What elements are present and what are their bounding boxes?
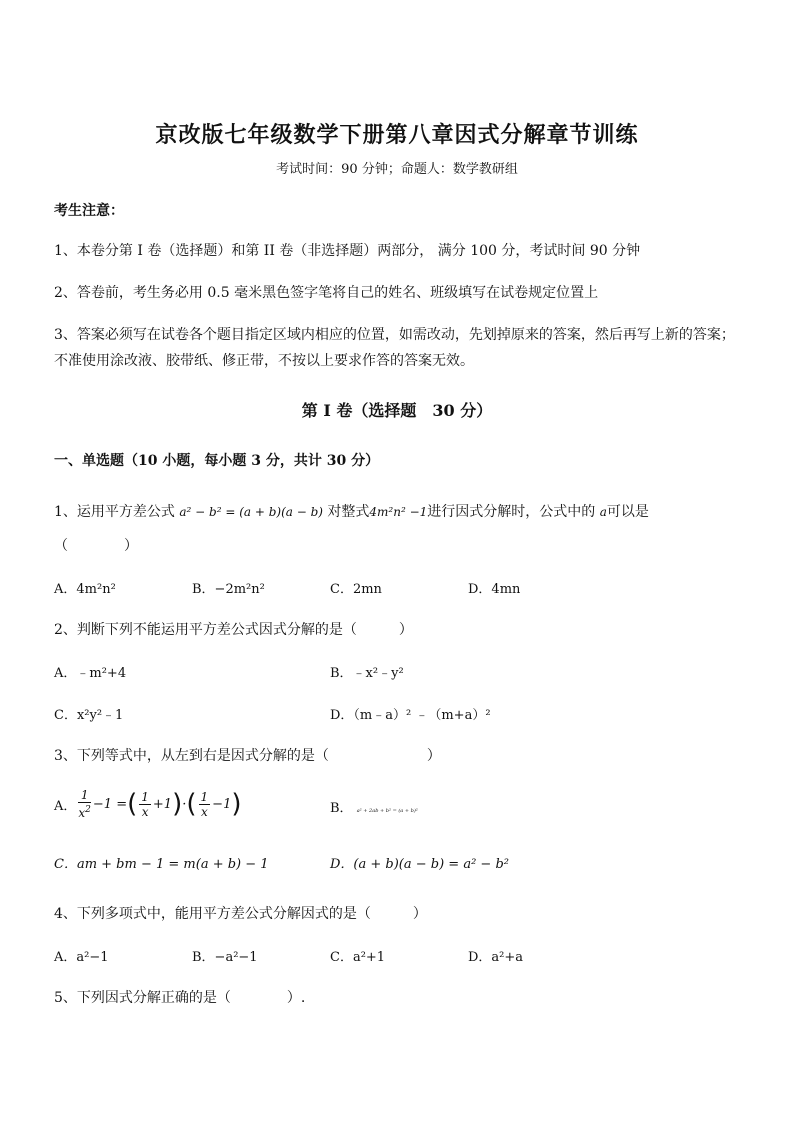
notice-item-1: 1、本卷分第 I 卷（选择题）和第 II 卷（非选择题）两部分， 满分 100 分，考试时间 90 分钟 xyxy=(54,243,641,259)
q4-option-c[interactable]: C．a²+1 xyxy=(330,950,386,965)
q3-option-d[interactable]: D．(a + b)(a − b) = a² − b² xyxy=(330,857,509,872)
q3-option-a[interactable]: A． $\frac{1}{x^2}$ −1 = ( $\frac{1}{x}$ +1 ) · ( $\frac{1}{x}$ −1 ) xyxy=(54,788,242,820)
q2-option-b[interactable]: B．﹣x²﹣y² xyxy=(330,666,404,681)
q1-option-d[interactable]: D．4mn xyxy=(468,582,521,597)
q3-option-b-expr: a² + 2ab + b² = (a + b)² xyxy=(356,808,418,814)
q3-option-a-label: A． xyxy=(54,798,77,814)
q1-option-b[interactable]: B．−2m²n² xyxy=(192,582,265,597)
notice-item-2: 2、答卷前，考生务必用 0.5 毫米黑色签字笔将自己的姓名、班级填写在试卷规定位置上 xyxy=(54,285,599,301)
q4-option-d[interactable]: D．a²+a xyxy=(468,950,524,965)
q3-a-frac-1: $\frac{1}{x^2}$ xyxy=(78,788,91,820)
q1-var: a xyxy=(599,505,607,519)
question-4-stem: 4、下列多项式中，能用平方差公式分解因式的是（ ） xyxy=(54,906,427,922)
q1-end: 可以是 xyxy=(606,504,649,520)
q4-option-a[interactable]: A．a²−1 xyxy=(54,950,109,965)
question-1-stem xyxy=(54,501,649,521)
part-title: 一、单选题（10 小题，每小题 3 分，共计 30 分） xyxy=(54,453,380,469)
question-2-stem: 2、判断下列不能运用平方差公式因式分解的是（ ） xyxy=(54,622,413,638)
q1-option-c[interactable]: C．2mn xyxy=(330,582,382,597)
q3-option-b-label: B． xyxy=(330,801,353,816)
q2-option-d[interactable]: D．（m﹣a）² ﹣（m+a）² xyxy=(330,708,491,723)
q1-expr: 4m²n² −1 xyxy=(369,505,428,519)
page-title: 京改版七年级数学下册第八章因式分解章节训练 xyxy=(155,122,639,148)
q1-answer-paren: （ ） xyxy=(54,538,138,554)
q1-prefix: 1、运用平方差公式 xyxy=(54,504,175,520)
q2-option-c[interactable]: C．x²y²﹣1 xyxy=(54,708,124,723)
q1-formula: a² − b² = (a + b)(a − b) xyxy=(179,505,323,519)
q4-option-b[interactable]: B．−a²−1 xyxy=(192,950,258,965)
q3-option-c[interactable]: C．am + bm − 1 = m(a + b) − 1 xyxy=(54,857,269,872)
q1-mid: 对整式 xyxy=(327,504,370,520)
notice-item-3: 3、答案必须写在试卷各个题目指定区域内相应的位置，如需改动，先划掉原来的答案，然后再写上新的答案；不准使用涂改液、胶带纸、修正带，不按以上要求作答的答案无效。 xyxy=(54,327,735,369)
notice-heading: 考生注意： xyxy=(54,203,124,219)
q1-option-a[interactable]: A．4m²n² xyxy=(54,582,116,597)
exam-info: 考试时间：90 分钟；命题人：数学教研组 xyxy=(276,162,518,177)
question-3-stem: 3、下列等式中，从左到右是因式分解的是（ ） xyxy=(54,748,441,764)
q1-suffix: 进行因式分解时，公式中的 xyxy=(427,504,596,520)
q2-option-a[interactable]: A．﹣m²+4 xyxy=(54,666,127,681)
q3-option-b[interactable] xyxy=(330,797,418,816)
section-title: 第 I 卷（选择题 30 分） xyxy=(301,401,493,420)
question-5-stem: 5、下列因式分解正确的是（ ）. xyxy=(54,990,306,1006)
